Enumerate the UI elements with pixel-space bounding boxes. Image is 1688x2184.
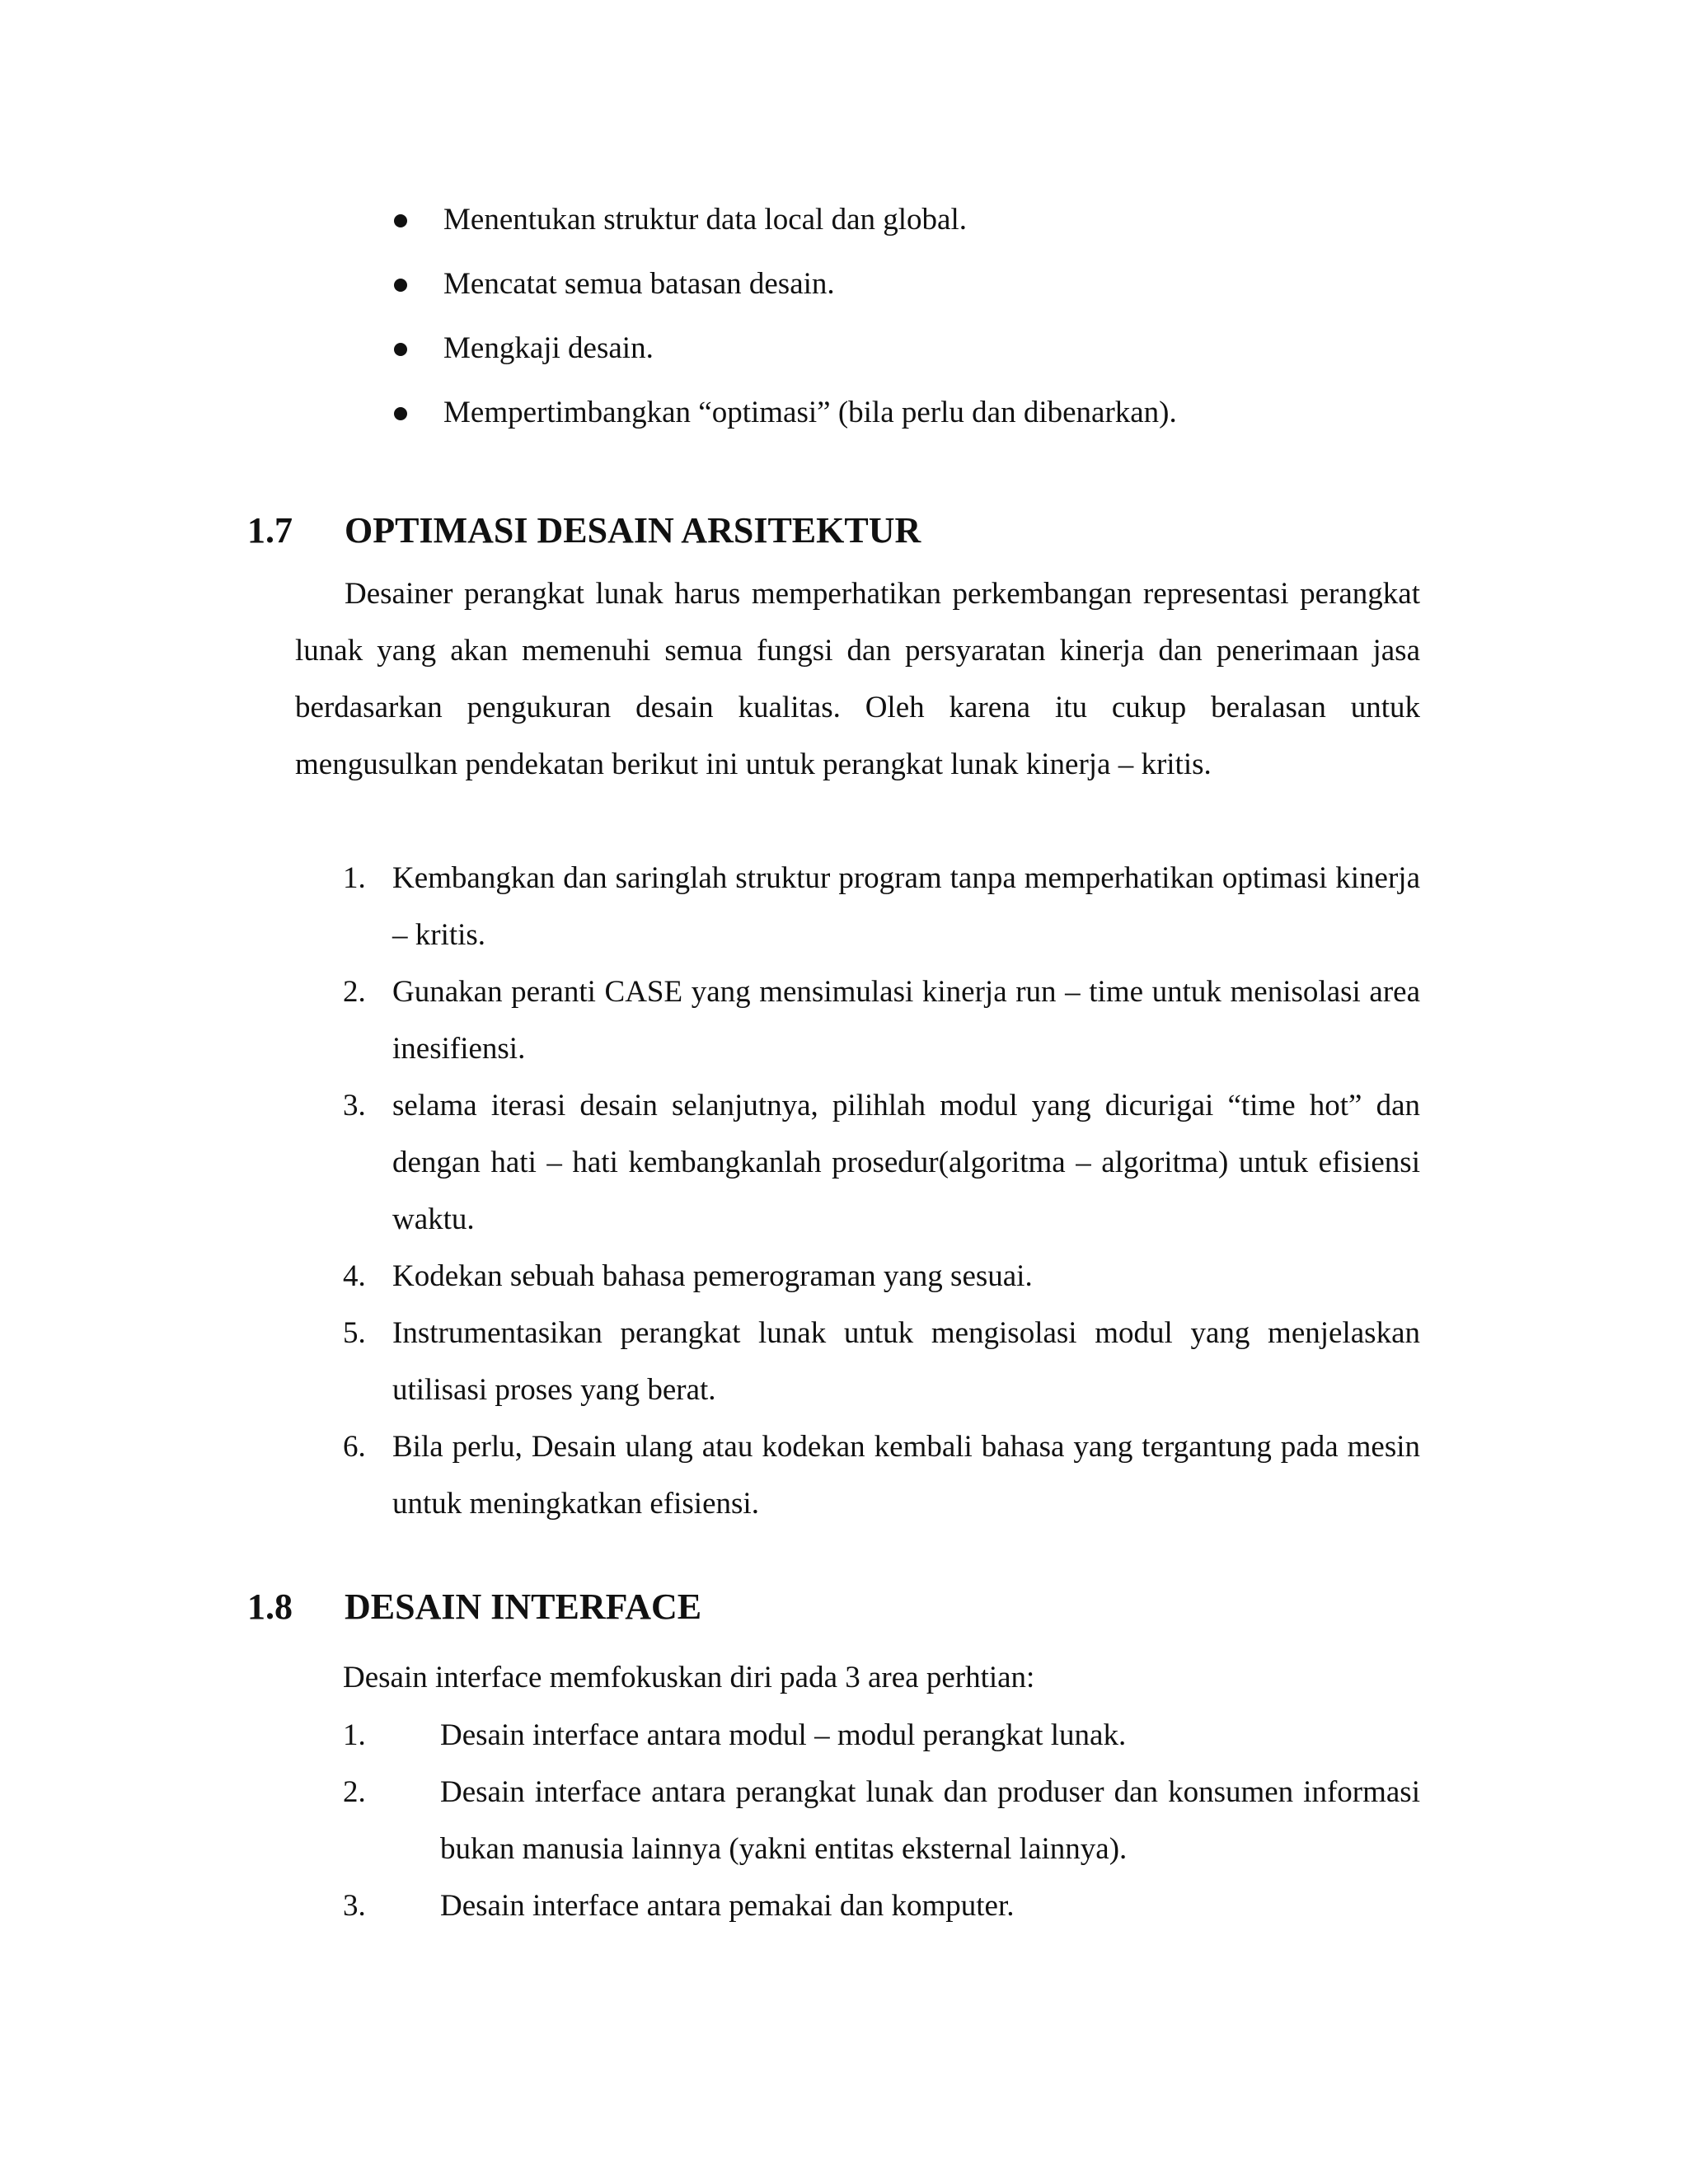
list-item-number: 3. bbox=[343, 1089, 366, 1122]
list-item-number: 2. bbox=[343, 1775, 366, 1809]
list-item-text: Instrumentasikan perangkat lunak untuk mengisolasi modul yang menjelaskan utilisasi proses yang berat. bbox=[392, 1316, 1420, 1407]
section-heading-1-8 bbox=[247, 1582, 701, 1632]
list-item-text: selama iterasi desain selanjutnya, pilihlah modul yang dicurigai “time hot” dan dengan hati – hati kembangkanlah prosedur(algoritma – algoritma) untuk efisiensi waktu. bbox=[392, 1089, 1420, 1236]
section-number: 1.7 bbox=[247, 510, 293, 551]
bullet-icon bbox=[394, 279, 407, 292]
section-title: OPTIMASI DESAIN ARSITEKTUR bbox=[345, 510, 921, 551]
list-item-text: Gunakan peranti CASE yang mensimulasi kinerja run – time untuk menisolasi area inesifiensi. bbox=[392, 975, 1420, 1066]
list-item bbox=[343, 1707, 1420, 1764]
interface-areas-list bbox=[343, 1707, 1420, 1934]
list-item bbox=[343, 1305, 1420, 1418]
list-item bbox=[343, 1877, 1420, 1934]
bullet-text: Mengkaji desain. bbox=[443, 331, 654, 365]
list-item-text: Desain interface antara pemakai dan komputer. bbox=[440, 1889, 1015, 1923]
bullet-icon bbox=[394, 407, 407, 420]
bullet-item bbox=[394, 320, 1548, 384]
list-item-number: 1. bbox=[343, 861, 366, 895]
list-item bbox=[343, 850, 1420, 963]
list-item bbox=[343, 963, 1420, 1077]
list-item-text: Kodekan sebuah bahasa pemerograman yang sesuai. bbox=[392, 1259, 1033, 1293]
section-intro: Desain interface memfokuskan diri pada 3 area perhtian: bbox=[343, 1661, 1035, 1694]
section-heading-1-7 bbox=[247, 506, 921, 555]
list-item-number: 1. bbox=[343, 1718, 366, 1752]
bullet-item bbox=[394, 384, 1548, 448]
bullet-item bbox=[394, 191, 1548, 255]
list-item bbox=[343, 1764, 1420, 1877]
bullet-list bbox=[394, 191, 1548, 448]
list-item-text: Desain interface antara perangkat lunak dan produser dan konsumen informasi bukan manusia lainnya (yakni entitas eksternal lainnya). bbox=[440, 1775, 1420, 1866]
section-number: 1.8 bbox=[247, 1586, 293, 1627]
list-item bbox=[343, 1077, 1420, 1248]
list-item-text: Bila perlu, Desain ulang atau kodekan kembali bahasa yang tergantung pada mesin untuk meningkatkan efisiensi. bbox=[392, 1430, 1420, 1521]
bullet-text: Mencatat semua batasan desain. bbox=[443, 267, 835, 301]
section-paragraph: Desainer perangkat lunak harus memperhatikan perkembangan representasi perangkat lunak yang akan memenuhi semua fungsi dan persyaratan kinerja dan penerimaan jasa berdasarkan pengukuran desain kualitas. Oleh karena itu cukup beralasan untuk mengusulkan pendekatan berikut ini untuk perangkat lunak kinerja – kritis. bbox=[295, 577, 1420, 781]
list-item-text: Desain interface antara modul – modul perangkat lunak. bbox=[440, 1718, 1127, 1752]
bullet-text: Menentukan struktur data local dan global. bbox=[443, 203, 967, 237]
list-item bbox=[343, 1418, 1420, 1532]
bullet-item bbox=[394, 255, 1548, 320]
list-item bbox=[343, 1248, 1420, 1305]
bullet-icon bbox=[394, 214, 407, 227]
bullet-icon bbox=[394, 343, 407, 356]
bullet-text: Mempertimbangkan “optimasi” (bila perlu dan dibenarkan). bbox=[443, 396, 1177, 429]
list-item-number: 5. bbox=[343, 1316, 366, 1350]
section-title: DESAIN INTERFACE bbox=[345, 1586, 702, 1627]
list-item-number: 6. bbox=[343, 1430, 366, 1464]
list-item-text: Kembangkan dan saringlah struktur program tanpa memperhatikan optimasi kinerja – kritis. bbox=[392, 861, 1420, 952]
numbered-steps-list bbox=[343, 850, 1420, 1532]
list-item-number: 4. bbox=[343, 1259, 366, 1293]
list-item-number: 2. bbox=[343, 975, 366, 1009]
list-item-number: 3. bbox=[343, 1889, 366, 1923]
